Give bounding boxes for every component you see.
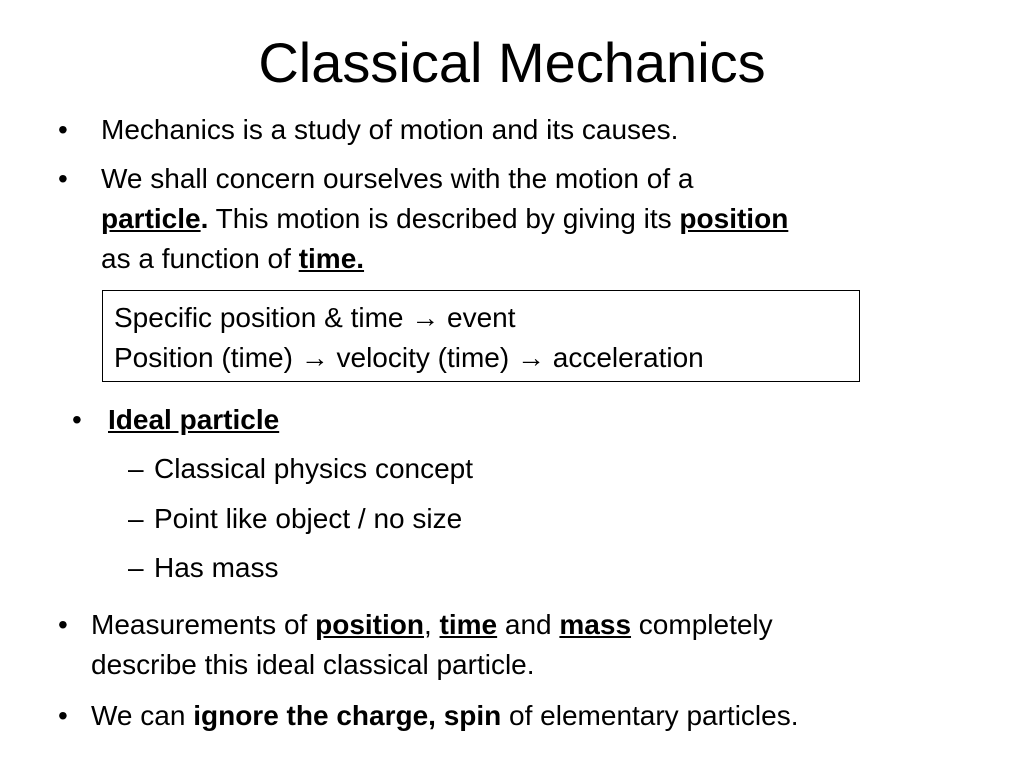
text-mid: This motion is described by giving its <box>208 203 680 234</box>
text-bold: ignore the charge, spin <box>193 700 502 731</box>
term-time: time. <box>298 243 365 274</box>
text-suffix: of elementary particles. <box>501 700 799 731</box>
bullet-marker: • <box>58 114 68 145</box>
note-line: Specific position & time → event <box>114 302 516 333</box>
bullet-marker: • <box>72 404 82 435</box>
bullet-text-block <box>91 696 799 736</box>
term-period: . <box>200 203 209 234</box>
sub-item-text: Point like object / no size <box>154 503 463 534</box>
dash-marker: – <box>128 552 144 583</box>
bullet-marker: • <box>58 609 68 640</box>
bullet-line <box>91 605 773 645</box>
term-particle: particle <box>101 203 201 234</box>
text-prefix: as a function of <box>101 243 299 274</box>
dash-marker: – <box>128 453 144 484</box>
bullet-marker: • <box>58 163 68 194</box>
term-mass: mass <box>559 609 632 640</box>
term-position: position <box>315 609 424 640</box>
bullet-marker: • <box>58 700 68 731</box>
bullet-line <box>101 239 788 279</box>
term-time: time <box>439 609 498 640</box>
bullet-heading: Ideal particle <box>108 404 280 435</box>
text-prefix: We can <box>91 700 194 731</box>
bullet-line: We shall concern ourselves with the motion of a <box>101 163 694 194</box>
text-comma: , <box>423 609 440 640</box>
note-line: Position (time) → velocity (time) → acceleration <box>114 342 704 373</box>
note-box <box>102 290 860 382</box>
text-and: and <box>497 609 560 640</box>
term-position: position <box>679 203 789 234</box>
slide-title: Classical Mechanics <box>258 31 766 94</box>
text-suffix: completely <box>631 609 773 640</box>
sub-item-text: Classical physics concept <box>154 453 474 484</box>
bullet-line <box>101 199 788 239</box>
sub-item-text: Has mass <box>154 552 279 583</box>
bullet-line: describe this ideal classical particle. <box>91 649 535 680</box>
dash-marker: – <box>128 503 144 534</box>
text-prefix: Measurements of <box>91 609 316 640</box>
bullet-text: Mechanics is a study of motion and its causes. <box>101 114 679 145</box>
bullet-text-block <box>101 159 788 279</box>
bullet-text-block <box>91 605 773 685</box>
